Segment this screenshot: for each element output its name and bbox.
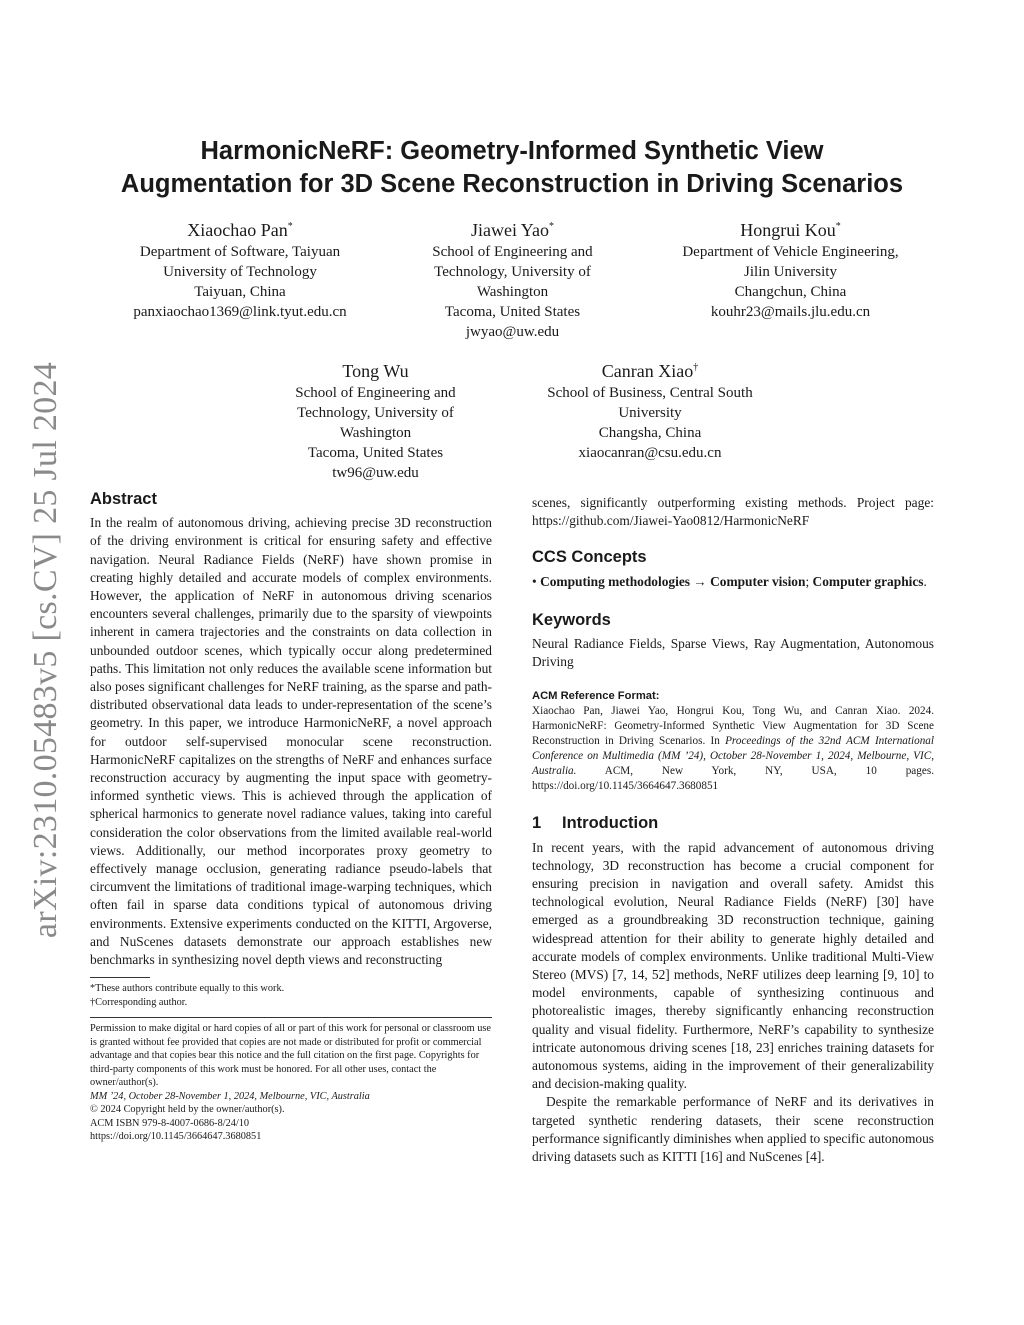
copyright-line: © 2024 Copyright held by the owner/author(s). xyxy=(90,1104,285,1116)
introduction-heading xyxy=(532,814,934,832)
keywords-text: Neural Radiance Fields, Sparse Views, Ray Augmentation, Autonomous Driving xyxy=(532,636,934,670)
isbn-line: ACM ISBN 979-8-4007-0686-8/24/10 xyxy=(90,1117,250,1129)
reference-venue: Proceedings of the 32nd ACM International Conference on Multimedia (MM ’24), October 28-November 1, 2024, Melbourne, VIC, Australia. xyxy=(532,735,934,778)
author-name: Jiawei Yao* xyxy=(470,220,554,240)
author-block-xiao xyxy=(515,356,785,463)
paper-title xyxy=(60,135,964,201)
reference-authors: Xiaochao Pan, Jiawei Yao, Hongrui Kou, Tong Wu, and Canran Xiao. 2024. HarmonicNeRF: Geometry-Informed Synthetic View Augmentation for 3D Scene Reconstruction in Driving Scenarios. In xyxy=(532,705,934,748)
arxiv-identifier xyxy=(20,350,72,950)
title-line-2: Augmentation for 3D Scene Reconstruction in Driving Scenarios xyxy=(120,170,904,198)
permission-text: Permission to make digital or hard copies of all or part of this work for personal or classroom use is granted without fee provided that copies are not made or distributed for profit or commercial advantage and that copies bear this notice and the full citation on the first page. Copyrights for third-party components of this work must be honored. For all other uses, contact the owner/author(s). xyxy=(90,1023,491,1089)
author-email: panxiaochao1369@link.tyut.edu.cn xyxy=(133,304,347,320)
author-affiliation: School of Business, Central South xyxy=(547,385,753,401)
venue-line: MM ’24, October 28-November 1, 2024, Melbourne, VIC, Australia xyxy=(90,1090,370,1102)
author-name: Canran Xiao† xyxy=(601,361,699,381)
author-affiliation: Washington xyxy=(476,284,549,300)
author-location: Taiyuan, China xyxy=(194,284,286,300)
author-affiliation: Department of Vehicle Engineering, xyxy=(682,244,899,260)
footnote-corresponding: †Corresponding author. xyxy=(90,996,188,1008)
author-location: Changchun, China xyxy=(734,284,847,300)
author-email: xiaocanran@csu.edu.cn xyxy=(578,445,722,461)
author-affiliation: University xyxy=(618,405,682,421)
section-number: 1 xyxy=(532,814,542,833)
author-name: Tong Wu xyxy=(342,361,409,381)
author-location: Changsha, China xyxy=(598,425,702,441)
author-block-wu xyxy=(258,356,493,483)
footnote-equal: *These authors contribute equally to this work. xyxy=(90,983,285,995)
footnote-divider xyxy=(90,977,150,978)
author-block-kou xyxy=(648,215,933,322)
author-location: Tacoma, United States xyxy=(444,304,581,320)
author-affiliation: Jilin University xyxy=(744,264,837,280)
author-affiliation: Technology, University of xyxy=(297,405,454,421)
author-location: Tacoma, United States xyxy=(307,445,444,461)
author-affiliation: University of Technology xyxy=(163,264,317,280)
author-name: Hongrui Kou* xyxy=(740,220,841,240)
right-column xyxy=(532,494,934,1166)
ccs-concepts: • Computing methodologies → Computer vision; Computer graphics. xyxy=(532,573,927,589)
abstract-text: In the realm of autonomous driving, achieving precise 3D reconstruction of the driving environment is critical for ensuring safety and effective navigation. Neural Radiance Fields (NeRF) have shown promise in creating highly detailed and accurate models of complex environments. However, the application of NeRF in autonomous driving scenarios encounters several challenges, primarily due to the sparsity of viewpoints inherent in camera trajectories and the constraints on data collection in unbounded outdoor scenes, which typically occur along predetermined paths. This limitation not only reduces the available scene information but also poses significant challenges for NeRF training, as the sparse and path-distributed observational data leads to under-representation of the scene’s geometry. In this paper, we introduce HarmonicNeRF, a novel approach for outdoor self-supervised monocular scene reconstruction. HarmonicNeRF capitalizes on the strengths of NeRF and enhances surface reconstruction accuracy by augmenting the input space with geometry-informed synthetic views. This is achieved through the application of spherical harmonics to generate novel radiance values, taking into careful consideration the color observations from the limited available real-world views. Additionally, our method incorporates proxy geometry to effectively manage occlusion, generating radiance pseudo-labels that circumvent the limitations of traditional image-warping techniques, which often fail in sparse data conditions typical of autonomous driving environments. Extensive experiments conducted on the KITTI, Argoverse, and NuScenes datasets demonstrate our approach establishes new benchmarks in synthesizing novel depth views and reconstructing xyxy=(90,515,492,968)
section-title: Introduction xyxy=(562,814,659,833)
acm-reference-heading: ACM Reference Format: xyxy=(532,690,660,703)
author-email: kouhr23@mails.jlu.edu.cn xyxy=(710,304,871,320)
title-line-1: HarmonicNeRF: Geometry-Informed Synthetic View xyxy=(200,137,824,165)
author-affiliation: School of Engineering and xyxy=(432,244,593,260)
intro-paragraph-2: Despite the remarkable performance of NeRF and its derivatives in targeted synthetic rendering datasets, their scene reconstruction performance significantly diminishes when applied to specific autonomous driving datasets such as KITTI [16] and NuScenes [4]. xyxy=(532,1094,934,1165)
doi-link[interactable]: https://doi.org/10.1145/3664647.3680851 xyxy=(90,1131,262,1143)
author-email: jwyao@uw.edu xyxy=(465,324,560,340)
author-name: Xiaochao Pan* xyxy=(187,220,293,240)
abstract-heading: Abstract xyxy=(90,490,157,508)
acm-reference xyxy=(532,689,934,794)
reference-tail: ACM, New York, NY, USA, 10 pages. https://doi.org/10.1145/3664647.3680851 xyxy=(532,765,934,793)
keywords-heading: Keywords xyxy=(532,610,611,629)
author-block-pan xyxy=(105,215,375,322)
abstract-continued: scenes, significantly outperforming existing methods. Project page: https://github.com/Jiawei-Yao0812/HarmonicNeRF xyxy=(532,495,934,529)
arxiv-id-text: arXiv:2310.05483v5 [cs.CV] 25 Jul 2024 xyxy=(27,361,65,939)
author-affiliation: Department of Software, Taiyuan xyxy=(139,244,341,260)
author-affiliation: Technology, University of xyxy=(434,264,591,280)
author-affiliation: Washington xyxy=(339,425,412,441)
ccs-heading: CCS Concepts xyxy=(532,548,647,567)
permission-divider xyxy=(90,1017,492,1018)
author-affiliation: School of Engineering and xyxy=(295,385,456,401)
intro-paragraph-1: In recent years, with the rapid advancement of autonomous driving technology, 3D reconstruction has become a crucial component for ensuring precision in navigation and overall safety. Amidst this technological evolution, Neural Radiance Fields (NeRF) [30] have emerged as a groundbreaking 3D reconstruction technique, gaining widespread attention for their ability to generate highly detailed and accurate models of complex environments. Unlike traditional Multi-View Stereo (MVS) [7, 14, 52] methods, NeRF utilizes deep learning [9, 10] to model environments, capable of synthesizing continuous and photorealistic images, thereby significantly enhancing reconstruction quality and visual fidelity. Furthermore, NeRF’s capability to synthesize intricate autonomous driving scenes [18, 23] enriches training datasets for autonomous systems, aiding in the improvement of their generalizability and decision-making quality. xyxy=(532,839,934,1092)
author-block-yao xyxy=(395,215,630,342)
left-column xyxy=(90,490,492,1144)
author-email: tw96@uw.edu xyxy=(332,465,419,481)
